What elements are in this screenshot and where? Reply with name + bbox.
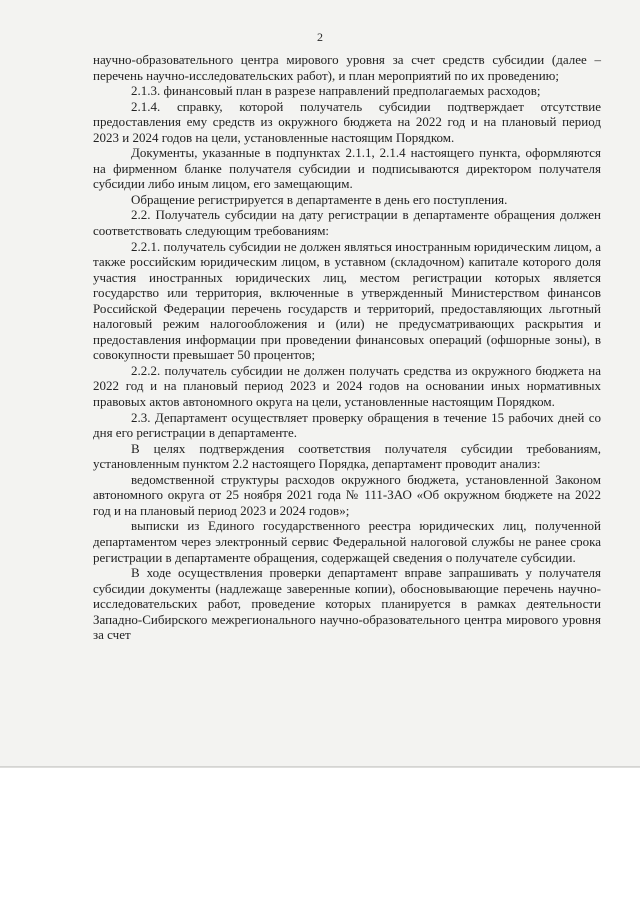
paragraph: 2.2.1. получатель субсидии не должен являться иностранным юридическим лицом, а также российским юридическим лицом, в уставном (складочном) капитале которого доля участия иностранных юридических лиц, местом регистрации которых является государство или территория, включенные в утвержденный Министерством финансов Российской Федерации перечень государств и территорий, предоставляющих льготный налоговый режим налогообложения и (или) не предусматривающих раскрытия и предоставления информации при проведении финансовых операций (офшорные зоны), в совокупности превышает 50 процентов; <box>93 238 601 363</box>
paragraph: В целях подтверждения соответствия получателя субсидии требованиям, установленным пунктом 2.2 настоящего Порядка, департамент проводит анализ: <box>93 440 601 472</box>
paragraph: В ходе осуществления проверки департамент вправе запрашивать у получателя субсидии документы (надлежаще заверенные копии), обосновывающие перечень научно-исследовательских работ, проведение которых планируется в рамках деятельности Западно-Сибирского межрегионального научно-образовательного центра мирового уровня за счет <box>93 565 601 643</box>
paragraph: 2.2. Получатель субсидии на дату регистрации в департаменте обращения должен соответствовать следующим требованиям: <box>93 207 601 239</box>
page-number: 2 <box>317 30 323 44</box>
paragraph: 2.1.4. справку, которой получатель субсидии подтверждает отсутствие предоставления ему средств из окружного бюджета на 2022 год и на плановый период 2023 и 2024 годов на цели, установленные настоящим Порядком. <box>93 98 601 145</box>
paragraph: 2.1.3. финансовый план в разрезе направлений предполагаемых расходов; <box>131 83 541 99</box>
paragraph: выписки из Единого государственного реестра юридических лиц, полученной департаментом через электронный сервис Федеральной налоговой службы не ранее срока регистрации в департаменте обращения, содержащей сведения о получателе субсидии. <box>93 518 601 565</box>
paragraph: ведомственной структуры расходов окружного бюджета, установленной Законом автономного округа от 25 ноября 2021 года № 111-ЗАО «Об окружном бюджете на 2022 год и на плановый период 2023 и 2024 годов»; <box>93 471 601 518</box>
paragraph: научно-образовательного центра мирового уровня за счет средств субсидии (далее – перечень научно-исследовательских работ), и план мероприятий по их проведению; <box>93 52 601 83</box>
scan-background <box>0 769 640 905</box>
paragraph: Документы, указанные в подпунктах 2.1.1, 2.1.4 настоящего пункта, оформляются на фирменном бланке получателя субсидии и подписываются директором получателя субсидии либо иным лицом, его замещающим. <box>93 145 601 192</box>
document-body <box>93 52 601 643</box>
paragraph: 2.3. Департамент осуществляет проверку обращения в течение 15 рабочих дней со дня его регистрации в департаменте. <box>93 409 601 441</box>
page-edge <box>0 766 640 768</box>
paragraph: 2.2.2. получатель субсидии не должен получать средства из окружного бюджета на 2022 год и на плановый период 2023 и 2024 годов на основании иных нормативных правовых актов автономного округа на цели, установленные настоящим Порядком. <box>93 362 601 410</box>
paragraph: Обращение регистрируется в департаменте в день его поступления. <box>131 191 508 207</box>
